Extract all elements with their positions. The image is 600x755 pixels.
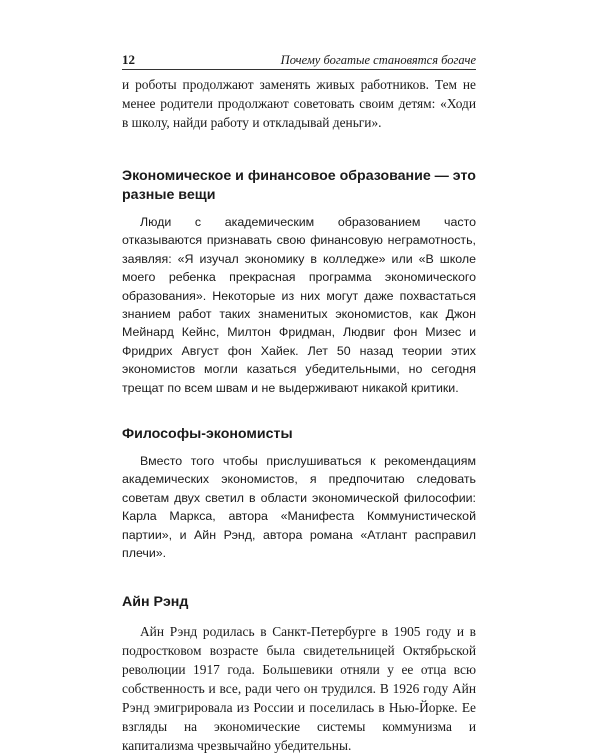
philosophers-paragraph: Вместо того чтобы прислушиваться к рекомендациям академических экономистов, я предпочитаю следовать советам двух светил в области экономической философии: Карла Маркса, автора «Манифеста Коммунистической партии», и Айн Рэнд, автора романа «Атлант расправил плечи». (122, 454, 476, 561)
ayn-rand-paragraph: Айн Рэнд родилась в Санкт-Петербурге в 1905 году и в подростковом возрасте была свидетельницей Октябрьской революции 1917 года. Большевики отняли у ее отца всю собственность и все, ради чего он трудился. В 1926 году Айн Рэнд эмигрировала из России и поселилась в Нью-Йорке. Ее взгляды на экономические системы коммунизма и капитализма чрезвычайно убедительны. (122, 623, 476, 753)
page-header (122, 51, 476, 71)
section-heading-philosophers: Философы-экономисты (122, 426, 293, 443)
section-heading-ayn-rand: Айн Рэнд (122, 593, 189, 610)
intro-paragraph: и роботы продолжают заменять живых работников. Тем не менее родители продолжают советовать своим детям: «Ходи в школу, найди работу и откладывай деньги». (122, 77, 476, 130)
econ-education-paragraph: Люди с академическим образованием часто отказываются признавать свою финансовую неграмотность, заявляя: «Я изучал экономику в колледже» или «В школе моего ребенка прекрасная программа экономического образования». Некоторые из них могут даже похвастаться знанием работ таких знаменитых экономистов, как Джон Мейнард Кейнс, Милтон Фридман, Людвиг фон Мизес и Фридрих Август фон Хайек. Лет 50 назад теории этих экономистов могли казаться убедительными, но сегодня трещат по всем швам и не выдерживают никакой критики. (122, 215, 476, 395)
page-number: 12 (122, 52, 135, 67)
header-rule (122, 69, 476, 70)
running-title: Почему богатые становятся богаче (280, 53, 476, 67)
page-content (122, 75, 476, 755)
section-heading-econ-education: Экономическое и финансовое образование — это разные вещи (122, 168, 476, 203)
